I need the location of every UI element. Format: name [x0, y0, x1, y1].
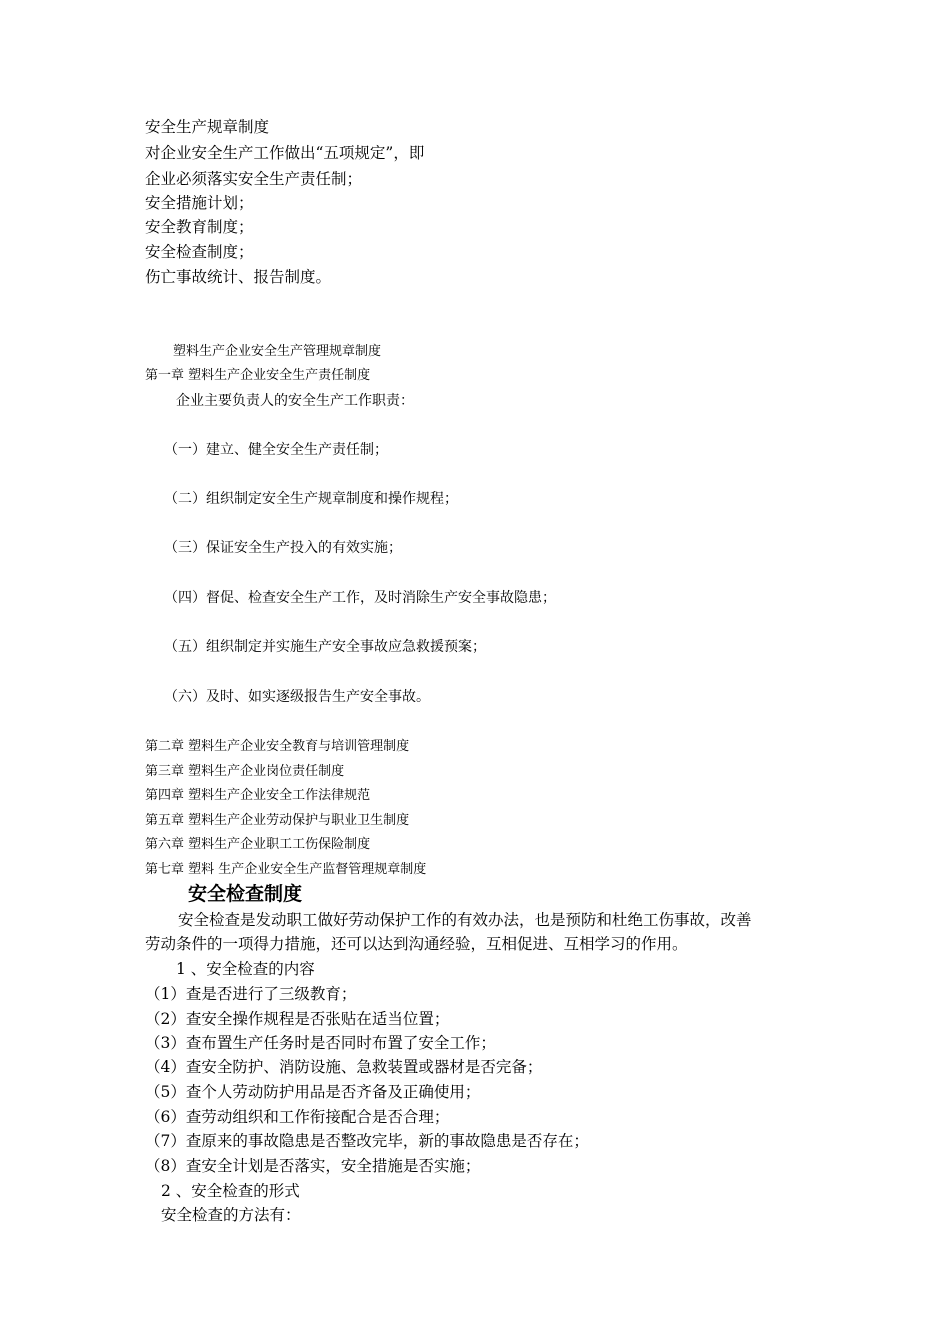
- intro-line-5: 安全教育制度；: [145, 218, 254, 236]
- intro-line-6: 安全检查制度；: [145, 243, 254, 261]
- inspection-item-1: （1）查是否进行了三级教育；: [145, 985, 357, 1003]
- inspection-paragraph-line-2: 劳动条件的一项得力措施，还可以达到沟通经验，互相促进、互相学习的作用。: [145, 935, 688, 953]
- regulation-title: 塑料生产企业安全生产管理规章制度: [173, 344, 382, 359]
- chapter1-item-3: （三）保证安全生产投入的有效实施；: [164, 540, 402, 556]
- intro-line-1: 安全生产规章制度: [145, 118, 270, 136]
- inspection-methods: 安全检查的方法有：: [161, 1206, 301, 1224]
- chapter1-item-1: （一）建立、健全安全生产责任制；: [164, 442, 388, 458]
- intro-line-2: 对企业安全生产工作做出“五项规定”，即: [145, 144, 425, 162]
- intro-line-3: 企业必须落实安全生产责任制；: [145, 170, 363, 188]
- section-2-heading: 2 、安全检查的形式: [161, 1182, 300, 1200]
- chapter1-heading: 第一章 塑料生产企业安全生产责任制度: [145, 368, 371, 383]
- section-1-heading: 1 、安全检查的内容: [176, 960, 315, 978]
- chapter1-item-5: （五）组织制定并实施生产安全事故应急救援预案；: [164, 639, 486, 655]
- chapter1-lead: 企业主要负责人的安全生产工作职责：: [176, 393, 414, 409]
- intro-line-7: 伤亡事故统计、报告制度。: [145, 268, 332, 286]
- inspection-item-8: （8）查安全计划是否落实，安全措施是否实施；: [145, 1157, 481, 1175]
- chapter-3: 第三章 塑料生产企业岗位责任制度: [145, 764, 345, 779]
- chapter1-item-2: （二）组织制定安全生产规章制度和操作规程；: [164, 491, 458, 507]
- chapter-4: 第四章 塑料生产企业安全工作法律规范: [145, 788, 371, 803]
- inspection-paragraph-line-1: 安全检查是发动职工做好劳动保护工作的有效办法，也是预防和杜绝工伤事故，改善: [178, 911, 752, 929]
- inspection-title: 安全检查制度: [188, 883, 303, 905]
- intro-line-4: 安全措施计划；: [145, 194, 254, 212]
- chapter-6: 第六章 塑料生产企业职工工伤保险制度: [145, 837, 371, 852]
- inspection-item-4: （4）查安全防护、消防设施、急救装置或器材是否完备；: [145, 1058, 543, 1076]
- inspection-item-5: （5）查个人劳动防护用品是否齐备及正确使用；: [145, 1083, 481, 1101]
- chapter1-item-6: （六）及时、如实逐级报告生产安全事故。: [164, 689, 430, 705]
- chapter-2: 第二章 塑料生产企业安全教育与培训管理制度: [145, 739, 410, 754]
- chapter1-item-4: （四）督促、检查安全生产工作，及时消除生产安全事故隐患；: [164, 590, 556, 606]
- chapter-7: 第七章 塑料 生产企业安全生产监督管理规章制度: [145, 862, 427, 877]
- inspection-item-3: （3）查布置生产任务时是否同时布置了安全工作；: [145, 1034, 496, 1052]
- chapter-5: 第五章 塑料生产企业劳动保护与职业卫生制度: [145, 813, 410, 828]
- inspection-item-6: （6）查劳动组织和工作衔接配合是否合理；: [145, 1108, 450, 1126]
- inspection-item-7: （7）查原来的事故隐患是否整改完毕，新的事故隐患是否存在；: [145, 1132, 589, 1150]
- inspection-item-2: （2）查安全操作规程是否张贴在适当位置；: [145, 1010, 450, 1028]
